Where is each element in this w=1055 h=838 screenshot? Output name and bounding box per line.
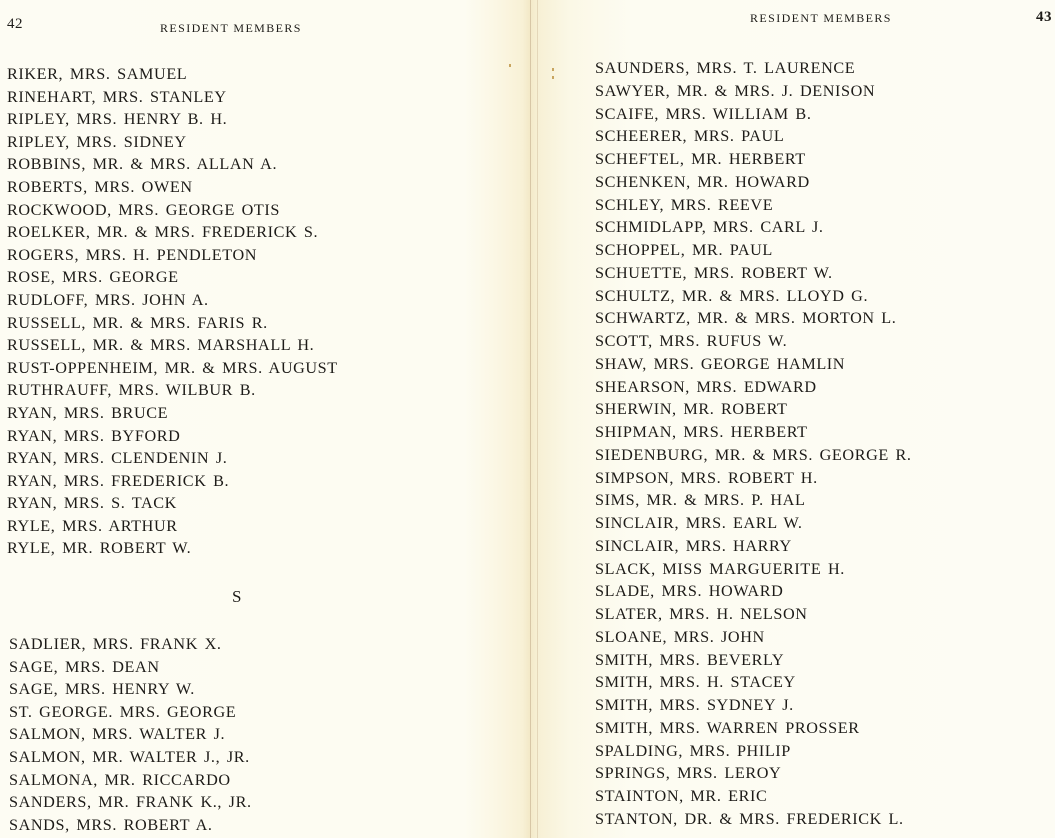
member-entry: ROCKWOOD, MRS. GEORGE OTIS (7, 200, 280, 219)
member-entry: SMITH, MRS. WARREN PROSSER (595, 718, 860, 737)
member-entry: SIMPSON, MRS. ROBERT H. (595, 468, 818, 487)
member-list-s (9, 633, 252, 836)
member-entry: SPRINGS, MRS. LEROY (595, 764, 782, 783)
member-entry: SAWYER, MR. & MRS. J. DENISON (595, 81, 876, 100)
member-entry: SCHEERER, MRS. PAUL (595, 127, 785, 146)
gutter-line (537, 0, 538, 838)
member-entry: SALMONA, MR. RICCARDO (9, 770, 231, 789)
member-entry: SINCLAIR, MRS. HARRY (595, 536, 792, 555)
member-entry: RINEHART, MRS. STANLEY (7, 87, 227, 106)
member-entry: SAGE, MRS. HENRY W. (9, 680, 195, 699)
page-number: 43 (1036, 9, 1052, 25)
member-entry: SCHULTZ, MR. & MRS. LLOYD G. (595, 286, 869, 305)
member-entry: RUDLOFF, MRS. JOHN A. (7, 290, 209, 309)
member-entry: RUST-OPPENHEIM, MR. & MRS. AUGUST (7, 358, 338, 377)
member-entry: SPALDING, MRS. PHILIP (595, 741, 791, 760)
member-entry: RUSSELL, MR. & MRS. MARSHALL H. (7, 336, 315, 355)
member-entry: SCHLEY, MRS. REEVE (595, 195, 774, 214)
member-entry: SADLIER, MRS. FRANK X. (9, 635, 222, 653)
page-number: 42 (7, 16, 23, 32)
member-entry: SHEARSON, MRS. EDWARD (595, 377, 817, 396)
member-entry: SANDS, MRS. ROBERT A. (9, 815, 213, 834)
member-entry: ROBERTS, MRS. OWEN (7, 177, 193, 196)
member-list (595, 57, 912, 831)
member-entry: ROGERS, MRS. H. PENDLETON (7, 245, 258, 264)
member-entry: SHERWIN, MR. ROBERT (595, 400, 788, 419)
member-entry: ROSE, MRS. GEORGE (7, 268, 179, 287)
member-entry: SMITH, MRS. BEVERLY (595, 650, 785, 669)
member-entry: SHIPMAN, MRS. HERBERT (595, 423, 808, 441)
member-entry: RYAN, MRS. CLENDENIN J. (7, 449, 228, 468)
member-entry: SCHENKEN, MR. HOWARD (595, 172, 810, 191)
member-entry: SCAIFE, MRS. WILLIAM B. (595, 104, 812, 123)
member-entry: RIKER, MRS. SAMUEL (7, 65, 188, 83)
member-entry: RIPLEY, MRS. HENRY B. H. (7, 110, 228, 129)
member-entry: RIPLEY, MRS. SIDNEY (7, 132, 187, 151)
section-heading: S (232, 587, 242, 606)
member-entry: STANTON, DR. & MRS. FREDERICK L. (595, 809, 904, 828)
member-entry: SAGE, MRS. DEAN (9, 657, 160, 676)
member-entry: SCHEFTEL, MR. HERBERT (595, 150, 806, 168)
member-entry: SINCLAIR, MRS. EARL W. (595, 514, 803, 532)
member-entry: SLATER, MRS. H. NELSON (595, 605, 808, 623)
member-entry: SMITH, MRS. H. STACEY (595, 673, 796, 692)
member-entry: RUSSELL, MR. & MRS. FARIS R. (7, 313, 268, 332)
member-entry: SALMON, MRS. WALTER J. (9, 725, 226, 744)
member-entry: SCOTT, MRS. RUFUS W. (595, 332, 788, 350)
member-entry: RYAN, MRS. BRUCE (7, 403, 169, 422)
member-entry: SALMON, MR. WALTER J., JR. (9, 747, 250, 766)
member-entry: RYAN, MRS. BYFORD (7, 426, 181, 445)
member-entry: RYLE, MR. ROBERT W. (7, 539, 192, 558)
running-head: RESIDENT MEMBERS (750, 11, 892, 25)
member-entry: ST. GEORGE. MRS. GEORGE (9, 702, 237, 721)
member-entry: SIEDENBURG, MR. & MRS. GEORGE R. (595, 445, 912, 464)
member-entry: SAUNDERS, MRS. T. LAURENCE (595, 59, 856, 77)
member-list-r (7, 63, 338, 560)
gutter-line (530, 0, 531, 838)
member-entry: SHAW, MRS. GEORGE HAMLIN (595, 354, 846, 373)
member-entry: SANDERS, MR. FRANK K., JR. (9, 793, 252, 812)
member-entry: SCHMIDLAPP, MRS. CARL J. (595, 218, 824, 237)
member-entry: ROBBINS, MR. & MRS. ALLAN A. (7, 155, 278, 174)
member-entry: RYAN, MRS. FREDERICK B. (7, 471, 230, 490)
member-entry: STAINTON, MR. ERIC (595, 787, 768, 805)
member-entry: ROELKER, MR. & MRS. FREDERICK S. (7, 223, 319, 242)
member-entry: SCHOPPEL, MR. PAUL (595, 241, 773, 259)
member-entry: SIMS, MR. & MRS. P. HAL (595, 491, 806, 510)
member-entry: SMITH, MRS. SYDNEY J. (595, 696, 794, 714)
member-entry: SLACK, MISS MARGUERITE H. (595, 559, 845, 578)
running-head: RESIDENT MEMBERS (160, 21, 302, 35)
member-entry: SLOANE, MRS. JOHN (595, 627, 765, 646)
member-entry: SCHUETTE, MRS. ROBERT W. (595, 263, 833, 282)
member-entry: SLADE, MRS. HOWARD (595, 582, 784, 601)
member-entry: RYAN, MRS. S. TACK (7, 494, 177, 513)
member-entry: RUTHRAUFF, MRS. WILBUR B. (7, 381, 256, 400)
member-entry: RYLE, MRS. ARTHUR (7, 516, 178, 535)
right-page (540, 0, 1055, 838)
member-entry: SCHWARTZ, MR. & MRS. MORTON L. (595, 309, 897, 328)
